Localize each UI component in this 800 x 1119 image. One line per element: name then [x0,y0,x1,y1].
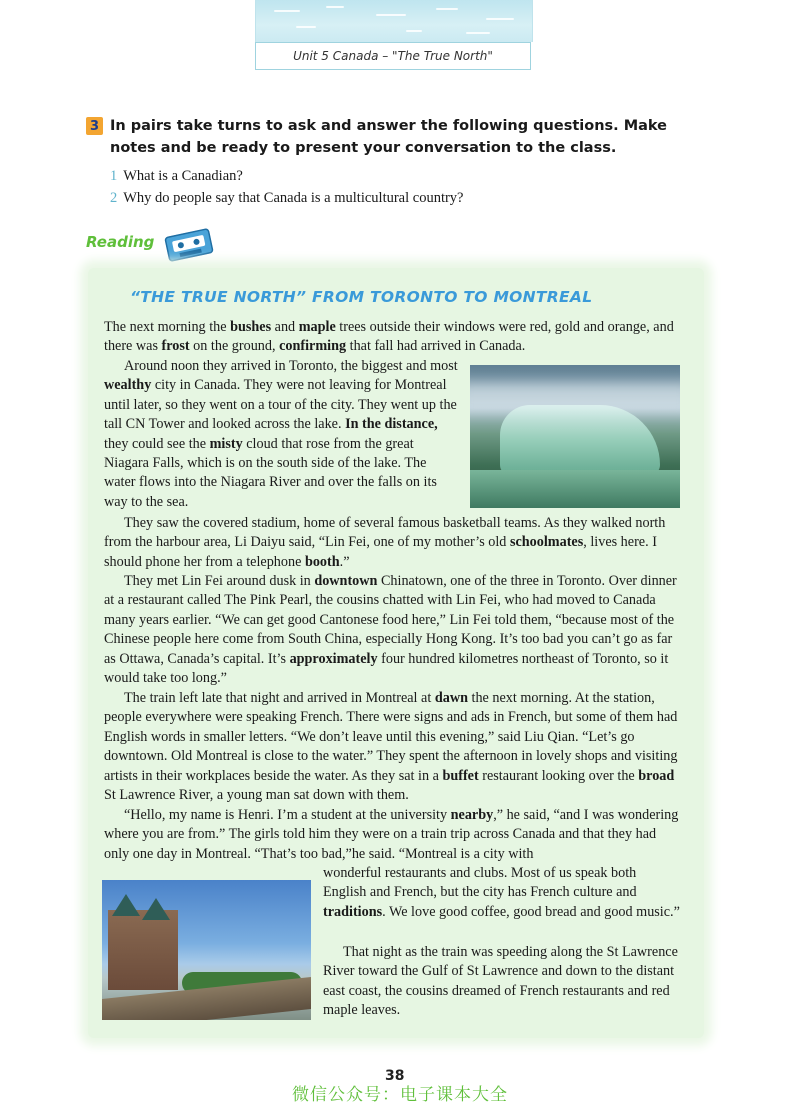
page-number: 38 [385,1068,405,1084]
vocabulary-word: booth [304,553,340,570]
footer-watermark: 微信公众号：电子课本大全 [292,1085,508,1105]
paragraph-6-continued: wonderful restaurants and clubs. Most of us speak both English and French, but the city has French culture and traditions. We love good coffee, good bread and good music.” [323,865,680,920]
vocabulary-word: broad [638,767,675,784]
vocabulary-word: wealthy [104,377,152,394]
paragraph-2: Around noon they arrived in Toronto, the biggest and most wealthy city in Canada. They were not leaving for Montreal until later, so they went on a tour of the city. They went up the tall CN Tower and looked across the lake. In the distance, they could see the misty cloud that rose from the great Niagara Falls, which is on the south side of the lake. The water flows into the Niagara River and over the falls on its way to the sea. [104,358,458,510]
cassette-tape-icon[interactable] [164,228,214,263]
task-3 [86,115,716,159]
vocabulary-word: nearby [450,807,494,823]
niagara-falls-photo [470,365,680,508]
question-text: What is a Canadian? [123,168,243,184]
paragraph-6: “Hello, my name is Henri. I’m a student at the university nearby,” he said, “and I was wondering where you are from.” The girls told him they were on a train trip across Canada and that they had only one day in Montreal. “That’s too bad,”he said. “Montreal is a city with [104,807,679,862]
vocabulary-word: approximately [289,650,378,667]
vocabulary-word: misty [209,435,243,452]
question-list [110,165,464,209]
vocabulary-word: bushes [230,319,272,335]
vocabulary-word: traditions [323,903,383,920]
vocabulary-word: confirming [279,338,347,355]
question-text: Why do people say that Canada is a multicultural country? [123,190,464,206]
vocabulary-word: downtown [314,573,378,589]
paragraph-4: They met Lin Fei around dusk in downtown Chinatown, one of the three in Toronto. Over dinner at a restaurant called The Pink Pearl, the cousins chatted with Lin Fei, who had moved to Canada many years earlier. “We can get good Cantonese food here,” Lin Fei told them, “because most of the Chinese people here come from South China, especially Hong Kong. It’s too bad you can’t go as far as Ottawa, Canada’s capital. It’s approximately four hundred kilometres northeast of Toronto, so it would take too long.” [104,573,677,687]
question-number: 1 [110,168,118,184]
paragraph-1: The next morning the bushes and maple trees outside their windows were red, gold and orange, and there was frost on the ground, confirming that fall had arrived in Canada. [104,319,674,355]
question-item [110,187,464,209]
old-quebec-photo [102,880,311,1020]
reading-title: “THE TRUE NORTH” FROM TORONTO TO MONTREAL [130,288,593,306]
paragraph-3: They saw the covered stadium, home of several famous basketball teams. As they walked north from the harbour area, Li Daiyu said, “Lin Fei, one of my mother’s old schoolmates, lives here. I should phone her from a telephone booth.” [104,515,666,570]
vocabulary-word: maple [298,319,336,335]
paragraph-7: That night as the train was speeding along the St Lawrence River toward the Gulf of St Lawrence and down to the distant east coast, the cousins dreamed of French restaurants and red maple leaves. [323,944,678,1019]
unit-title: Unit 5 Canada – "The True North" [255,42,531,70]
vocabulary-word: In the distance, [345,416,438,433]
section-label-reading: Reading [86,233,155,251]
task-number-badge: 3 [86,117,103,135]
header-banner [255,0,533,42]
vocabulary-word: buffet [442,767,479,784]
question-item [110,165,464,187]
vocabulary-word: schoolmates [509,534,584,551]
vocabulary-word: dawn [434,690,468,706]
task-instruction: In pairs take turns to ask and answer the following questions. Make notes and be ready to present your conversation to the class. [110,118,668,156]
paragraph-5: The train left late that night and arrived in Montreal at dawn the next morning. At the station, people everywhere were speaking French. There were signs and ads in French, but some of them had English words in smaller letters. “We don’t leave until this evening,” said Liu Qian. “Let’s go downtown. Old Montreal is close to the water.” They spent the afternoon in lovely shops and visiting artists in their workplaces beside the water. As they sat in a buffet restaurant looking over the broad St Lawrence River, a young man sat down with them. [104,690,678,804]
question-number: 2 [110,190,118,206]
vocabulary-word: frost [161,338,190,355]
